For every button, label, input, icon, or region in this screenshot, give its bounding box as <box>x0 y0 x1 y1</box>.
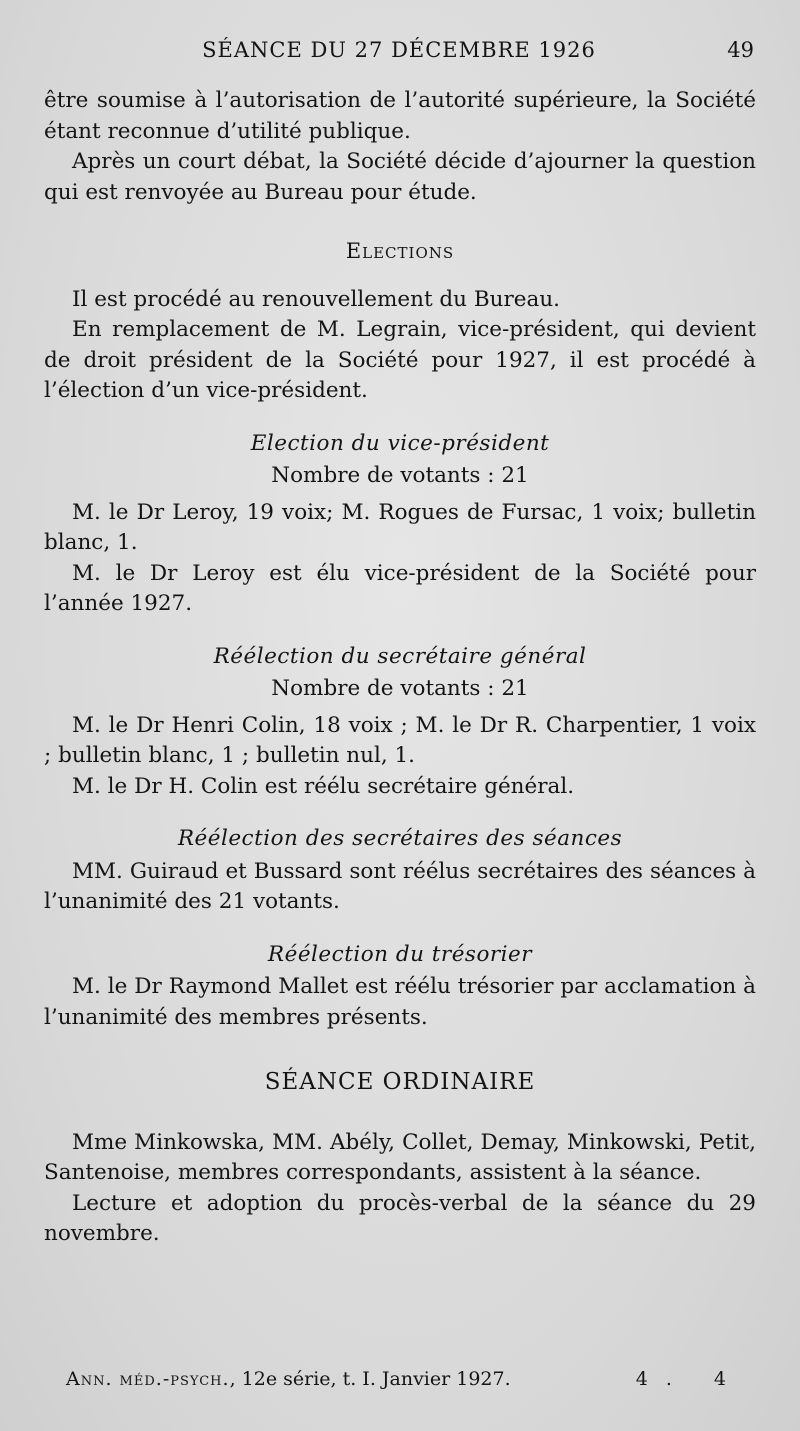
paragraph-debate: Après un court débat, la Société décide d’ajourner la question qui est renvoyée au Bureau pour étude. <box>44 149 756 205</box>
paragraph-vice-president-votes: M. le Dr Leroy, 19 voix; M. Rogues de Fursac, 1 voix; bulletin blanc, 1. <box>44 499 756 555</box>
paragraph-renewal: Il est procédé au renouvellement du Bureau. <box>72 286 561 312</box>
journal-abbreviation: Ann. méd.-psych. <box>66 1368 230 1390</box>
section-heading-elections: Elections <box>345 239 455 263</box>
paragraph-continuation: être soumise à l’autorisation de l’autorité supérieure, la Société étant reconnue d’utilité publique. <box>44 88 756 144</box>
paragraph-vice-president-result: M. le Dr Leroy est élu vice-président de la Société pour l’année 1927. <box>44 560 756 616</box>
paragraph-minutes: Lecture et adoption du procès-verbal de la séance du 29 novembre. <box>44 1190 756 1246</box>
paragraph-secretaires-seances: MM. Guiraud et Bussard sont réélus secrétaires des séances à l’unanimité des 21 votants. <box>44 858 756 914</box>
running-head-title: SÉANCE DU 27 DÉCEMBRE 1926 <box>202 38 596 62</box>
subheading-vice-president: Election du vice-président <box>250 430 550 456</box>
paragraph-secretaire-general-votes: M. le Dr Henri Colin, 18 voix ; M. le Dr R. Charpentier, 1 voix ; bulletin blanc, 1 ; bulletin nul, 1. <box>44 712 756 768</box>
page-number: 49 <box>727 38 754 62</box>
journal-reference <box>66 1368 511 1390</box>
subheading-tresorier: Réélection du trésorier <box>267 941 533 967</box>
journal-details: , 12e série, t. I. Janvier 1927. <box>229 1368 511 1390</box>
paragraph-tresorier: M. le Dr Raymond Mallet est réélu trésorier par acclamation à l’unanimité des membres présents. <box>44 974 756 1030</box>
subheading-secretaire-general: Réélection du secrétaire général <box>213 643 587 669</box>
subheading-secretaires-seances: Réélection des secrétaires des séances <box>177 826 623 851</box>
body-text <box>44 86 756 1250</box>
printer-signature: 4. 4 <box>635 1368 744 1390</box>
paragraph-replacement: En remplacement de M. Legrain, vice-président, qui devient de droit président de la Société pour 1927, il est procédé à l’élection d’un vice-président. <box>44 317 756 403</box>
paragraph-attendance: Mme Minkowska, MM. Abély, Collet, Demay, Minkowski, Petit, Santenoise, membres correspondants, assistent à la séance. <box>44 1129 756 1185</box>
paragraph-secretaire-general-result: M. le Dr H. Colin est réélu secrétaire général. <box>72 773 575 799</box>
votes-count-vice-president: Nombre de votants : 21 <box>271 463 529 488</box>
page-footer <box>66 1368 744 1394</box>
heading-seance-ordinaire: SÉANCE ORDINAIRE <box>264 1069 536 1095</box>
running-head <box>44 38 754 68</box>
votes-count-secretaire-general: Nombre de votants : 21 <box>271 676 529 701</box>
